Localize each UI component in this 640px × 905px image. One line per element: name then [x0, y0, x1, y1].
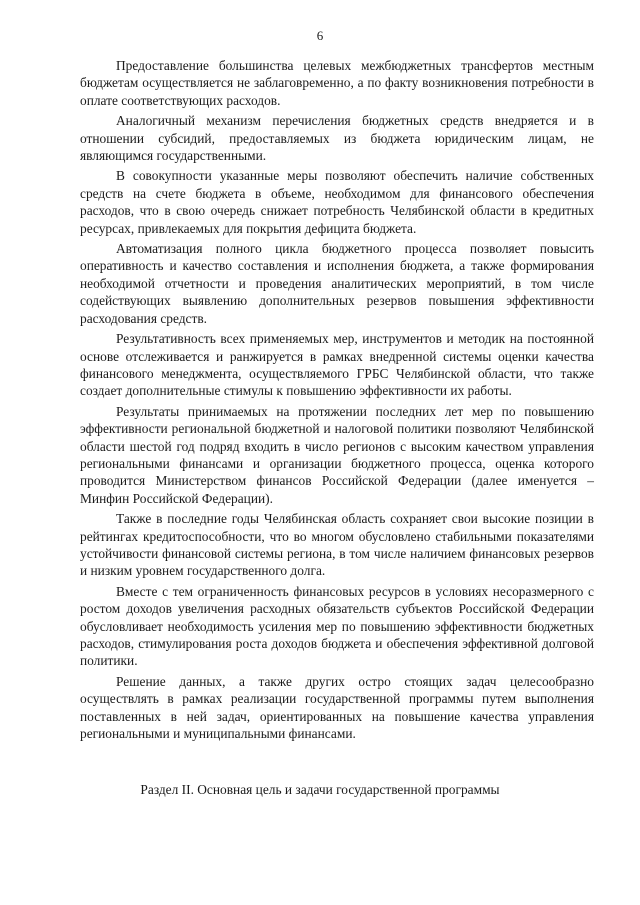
paragraph-5: Результативность всех применяемых мер, инструментов и методик на постоянной основе отслеживается и ранжируется в рамках внедренной системы оценки качества финансового менеджмента, осуществляемого ГРБС Челябинской области, что также создает дополнительные стимулы к повышению эффективности их работы.	[80, 331, 594, 399]
paragraph-3: В совокупности указанные меры позволяют обеспечить наличие собственных средств на счете бюджета в объеме, необходимом для финансового обеспечения расходов, что в свою очередь снижает потребность Челябинской области в кредитных ресурсах, привлекаемых для покрытия дефицита бюджета.	[80, 168, 594, 236]
page-number: 6	[316, 28, 324, 43]
paragraph-2: Аналогичный механизм перечисления бюджетных средств внедряется и в отношении субсидий, предоставляемых из бюджета юридическим лицам, не являющимся государственными.	[80, 113, 594, 164]
body-text	[80, 57, 594, 745]
paragraph-9: Решение данных, а также других остро стоящих задач целесообразно осуществлять в рамках реализации государственной программы путем выполнения поставленных в ней задач, ориентированных на повышение качества управления региональными и муниципальными финансами.	[80, 673, 594, 742]
paragraph-6: Результаты принимаемых на протяжении последних лет мер по повышению эффективности региональной бюджетной и налоговой политики позволяют Челябинской области шестой год подряд входить в число регионов с высоким качеством управления региональными финансами и организации бюджетного процесса, оценка которого проводится Министерством финансов Российской Федерации (далее именуется – Минфин Российской Федерации).	[80, 403, 594, 506]
paragraph-8: Вместе с тем ограниченность финансовых ресурсов в условиях несоразмерного с ростом доходов увеличения расходных обязательств субъектов Российской Федерации обусловливает необходимость усиления мер по повышению эффективности бюджетных расходов, стимулирования роста доходов бюджета и обеспечения эффективной долговой политики.	[80, 583, 594, 669]
section-heading: Раздел II. Основная цель и задачи государственной программы	[140, 782, 500, 797]
paragraph-7: Также в последние годы Челябинская область сохраняет свои высокие позиции в рейтингах кредитоспособности, что во многом обусловлено стабильными показателями устойчивости финансовой системы региона, в том числе наличием финансовых резервов и низким уровнем государственного долга.	[80, 511, 594, 579]
paragraph-4: Автоматизация полного цикла бюджетного процесса позволяет повысить оперативность и качество составления и исполнения бюджета, а также формирования необходимой отчетности и проведения аналитических мероприятий, в том числе содействующих выявлению дополнительных резервов повышения эффективности расходования средств.	[80, 241, 594, 326]
paragraph-1: Предоставление большинства целевых межбюджетных трансфертов местным бюджетам осуществляется не заблаговременно, а по факту возникновения потребности в оплате соответствующих расходов.	[80, 58, 594, 108]
